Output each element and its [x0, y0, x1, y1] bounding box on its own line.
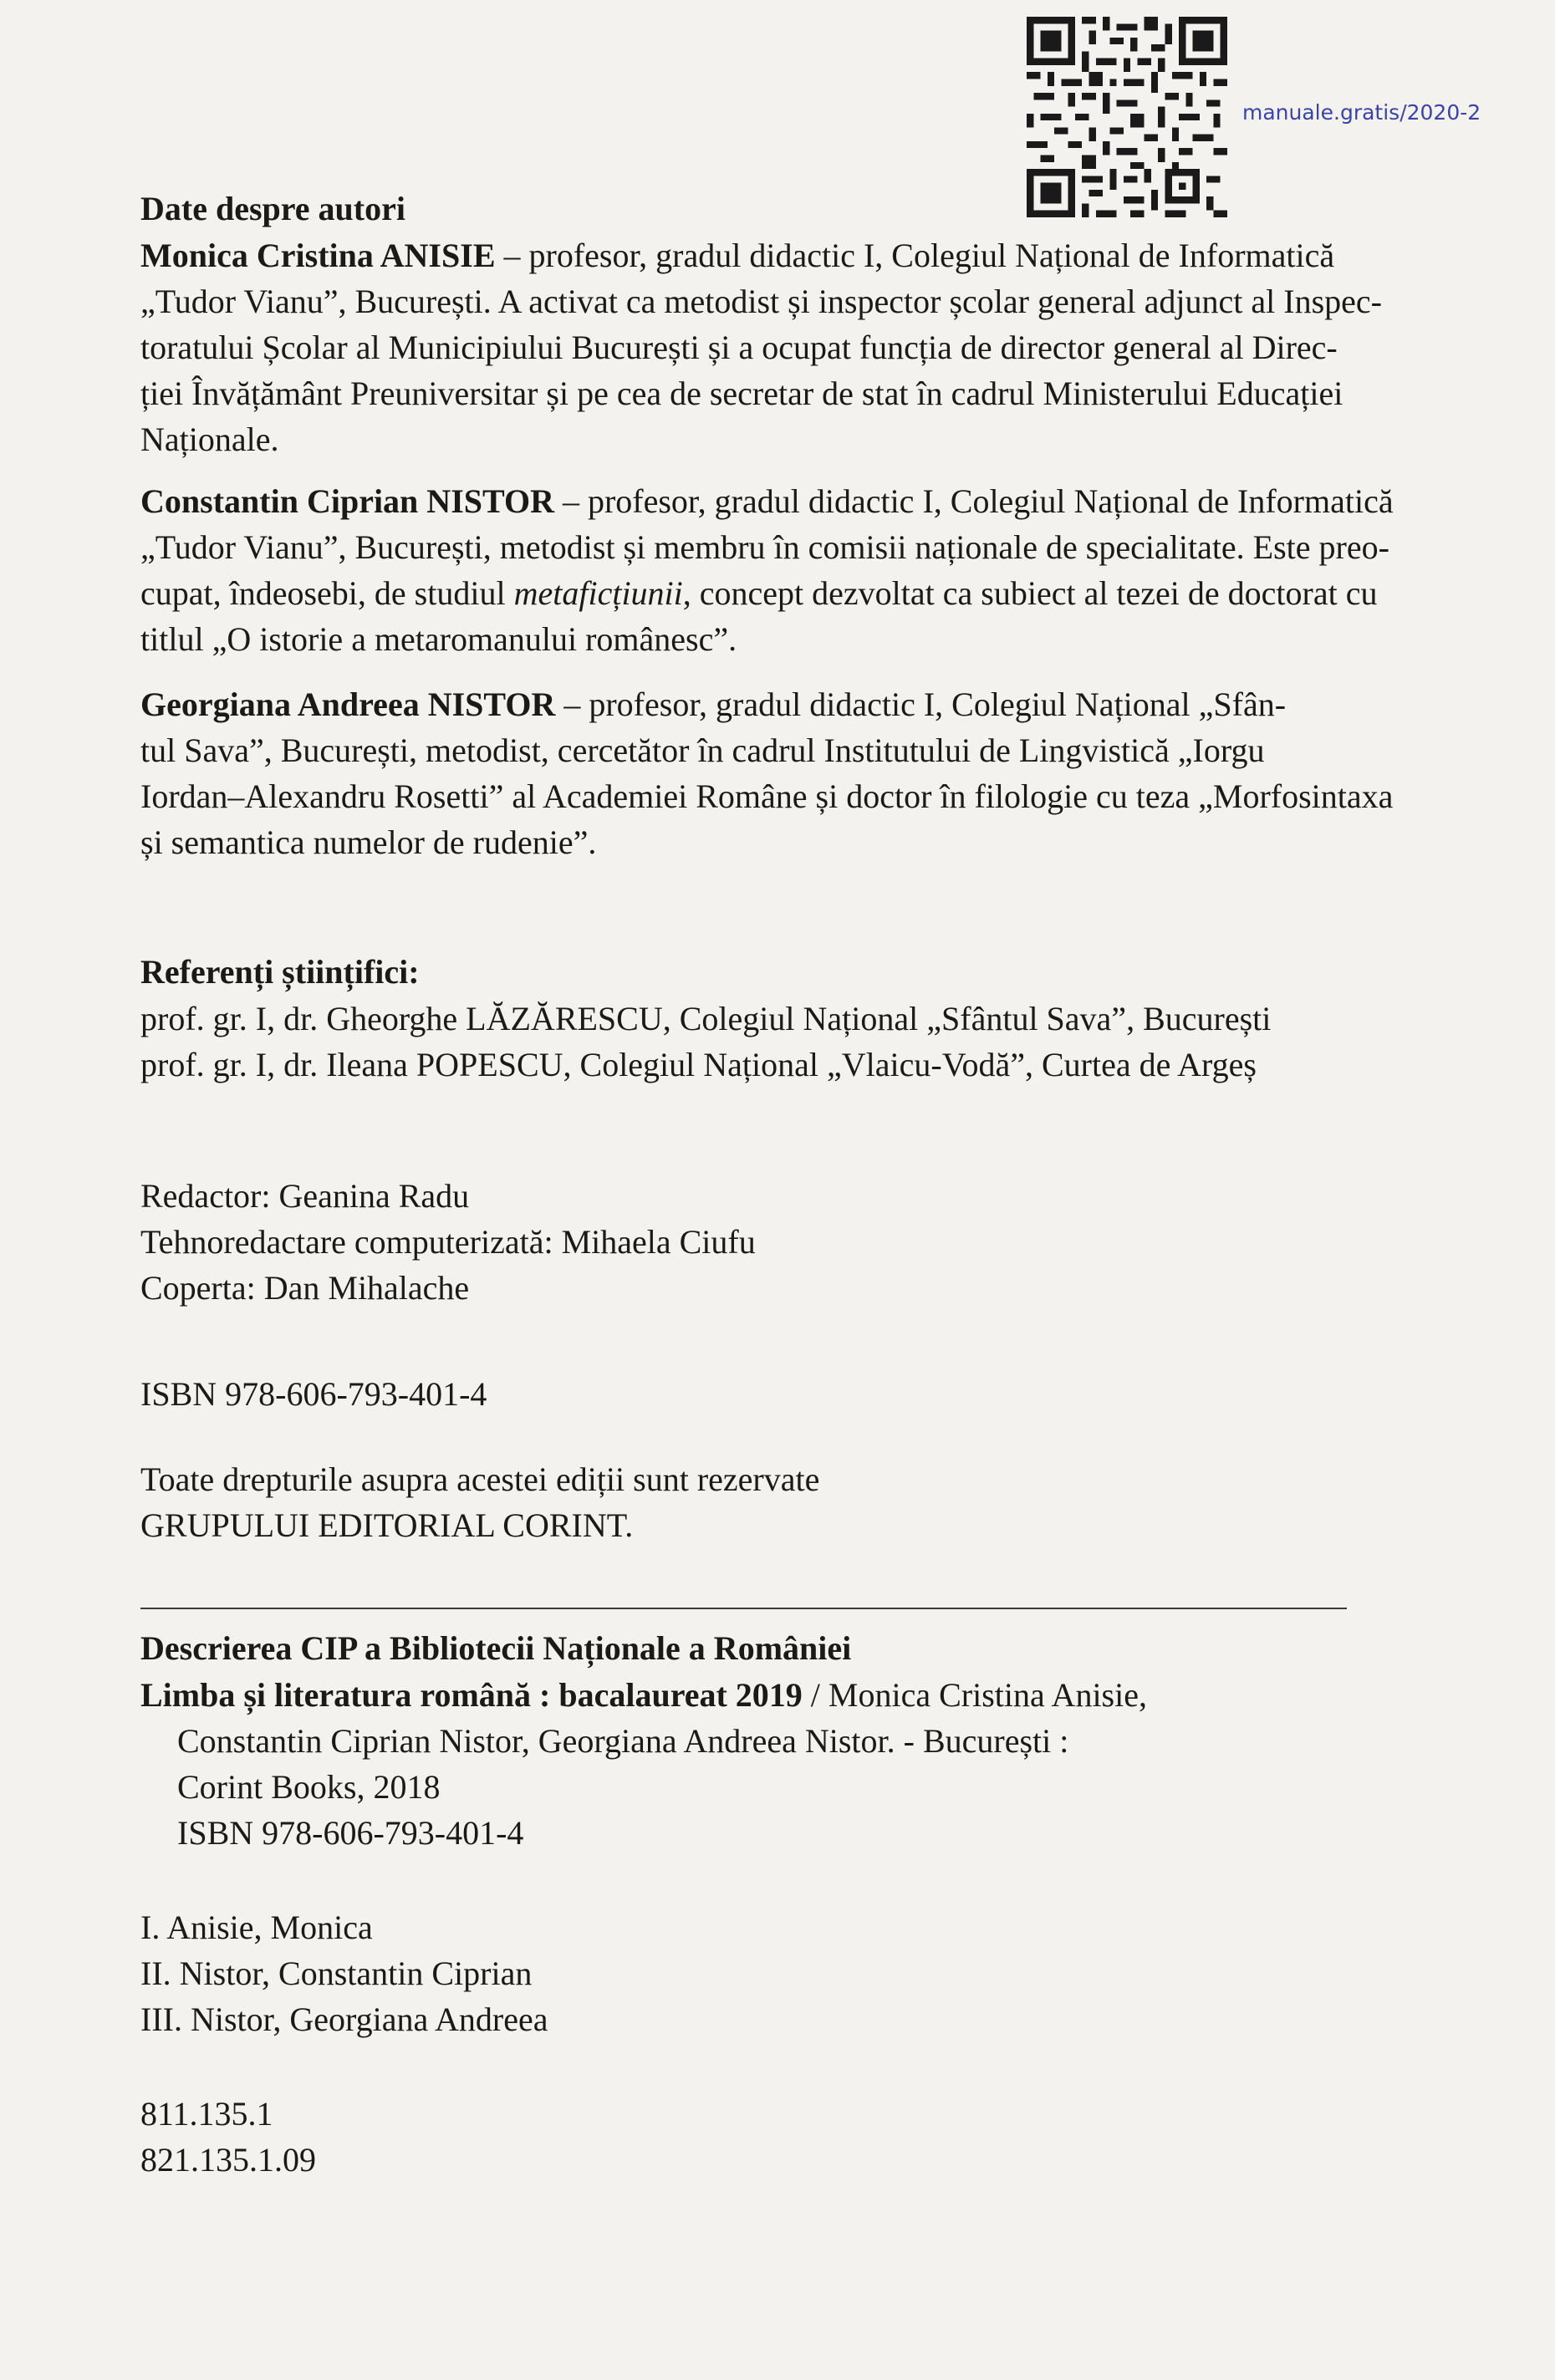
credit-line: Tehnoredactare computerizată: Mihaela Ciufu — [140, 1223, 756, 1261]
rights-line: Toate drepturile asupra acestei ediții sunt rezervate — [140, 1460, 820, 1498]
cip-names — [140, 1904, 1474, 2042]
credit-line: Redactor: Geanina Radu — [140, 1177, 470, 1215]
qr-link[interactable]: manuale.gratis/2020-2 — [1242, 100, 1481, 125]
author-bio-anisie — [140, 232, 1474, 462]
referee-line: prof. gr. I, dr. Ileana POPESCU, Colegiul Național „Vlaicu-Vodă”, Curtea de Argeș — [140, 1046, 1257, 1083]
rights-line: GRUPULUI EDITORIAL CORINT. — [140, 1506, 634, 1544]
bio-line: Iordan–Alexandru Rosetti” al Academiei Române și doctor în filologie cu teza „Morfosintaxa — [140, 777, 1394, 815]
cip-description — [140, 1672, 1474, 1856]
cip-title: Limba și literatura română : bacalaureat 2019 — [140, 1676, 803, 1714]
bio-line: toratului Școlar al Municipiului București și a ocupat funcția de director general al Direc- — [140, 329, 1338, 366]
bio-line: – profesor, gradul didactic I, Colegiul Național de Informatică — [562, 482, 1394, 520]
bio-line: titlul „O istorie a metaromanului românesc”. — [140, 620, 737, 658]
author-bio-cnistor — [140, 478, 1474, 662]
referees-heading: Referenți științifici: — [140, 953, 420, 991]
cip-code: 821.135.1.09 — [140, 2141, 316, 2179]
cip-authors: / Monica Cristina Anisie, — [802, 1676, 1147, 1714]
author-name: Constantin Ciprian NISTOR — [140, 482, 554, 520]
bio-line: Naționale. — [140, 420, 279, 458]
cip-heading: Descrierea CIP a Bibliotecii Naționale a României — [140, 1629, 852, 1667]
credit-line: Coperta: Dan Mihalache — [140, 1269, 470, 1307]
cip-name: III. Nistor, Georgiana Andreea — [140, 2000, 548, 2038]
bio-line: și semantica numelor de rudenie”. — [140, 823, 597, 861]
credits — [140, 1173, 1474, 1311]
cip-codes — [140, 2091, 1474, 2183]
author-name: Monica Cristina ANISIE — [140, 237, 496, 274]
bio-line: , concept dezvoltat ca subiect al tezei de doctorat cu — [682, 574, 1378, 612]
bio-line: cupat, îndeosebi, de studiul — [140, 574, 514, 612]
cip-line: ISBN 978-606-793-401-4 — [177, 1814, 524, 1852]
italic-term: metaficțiunii — [513, 574, 683, 612]
bio-line: „Tudor Vianu”, București. A activat ca metodist și inspector școlar general adjunct al Inspec- — [140, 283, 1382, 320]
cip-line: Corint Books, 2018 — [177, 1768, 441, 1806]
cip-code: 811.135.1 — [140, 2095, 273, 2133]
bio-line: tul Sava”, București, metodist, cercetător în cadrul Institutului de Lingvistică „Iorgu — [140, 731, 1265, 769]
cip-line: Constantin Ciprian Nistor, Georgiana Andreea Nistor. - București : — [177, 1722, 1069, 1760]
rights-notice — [140, 1456, 1474, 1548]
cip-name: II. Nistor, Constantin Ciprian — [140, 1954, 533, 1992]
referee-line: prof. gr. I, dr. Gheorghe LĂZĂRESCU, Colegiul Național „Sfântul Sava”, București — [140, 1000, 1272, 1037]
authors-heading: Date despre autori — [140, 190, 405, 227]
bio-line: ției Învățământ Preuniversitar și pe cea de secretar de stat în cadrul Ministerului Educației — [140, 375, 1343, 412]
bio-line: „Tudor Vianu”, București, metodist și membru în comisii naționale de specialitate. Este preo- — [140, 528, 1389, 566]
referees-list — [140, 996, 1474, 1088]
author-bio-gnistor — [140, 681, 1474, 865]
bio-line: – profesor, gradul didactic I, Colegiul Național de Informatică — [503, 237, 1335, 274]
bio-line: – profesor, gradul didactic I, Colegiul Național „Sfân- — [563, 685, 1287, 723]
isbn: ISBN 978-606-793-401-4 — [140, 1375, 487, 1413]
author-name: Georgiana Andreea NISTOR — [140, 685, 556, 723]
cip-name: I. Anisie, Monica — [140, 1909, 373, 1946]
divider — [140, 1608, 1347, 1609]
